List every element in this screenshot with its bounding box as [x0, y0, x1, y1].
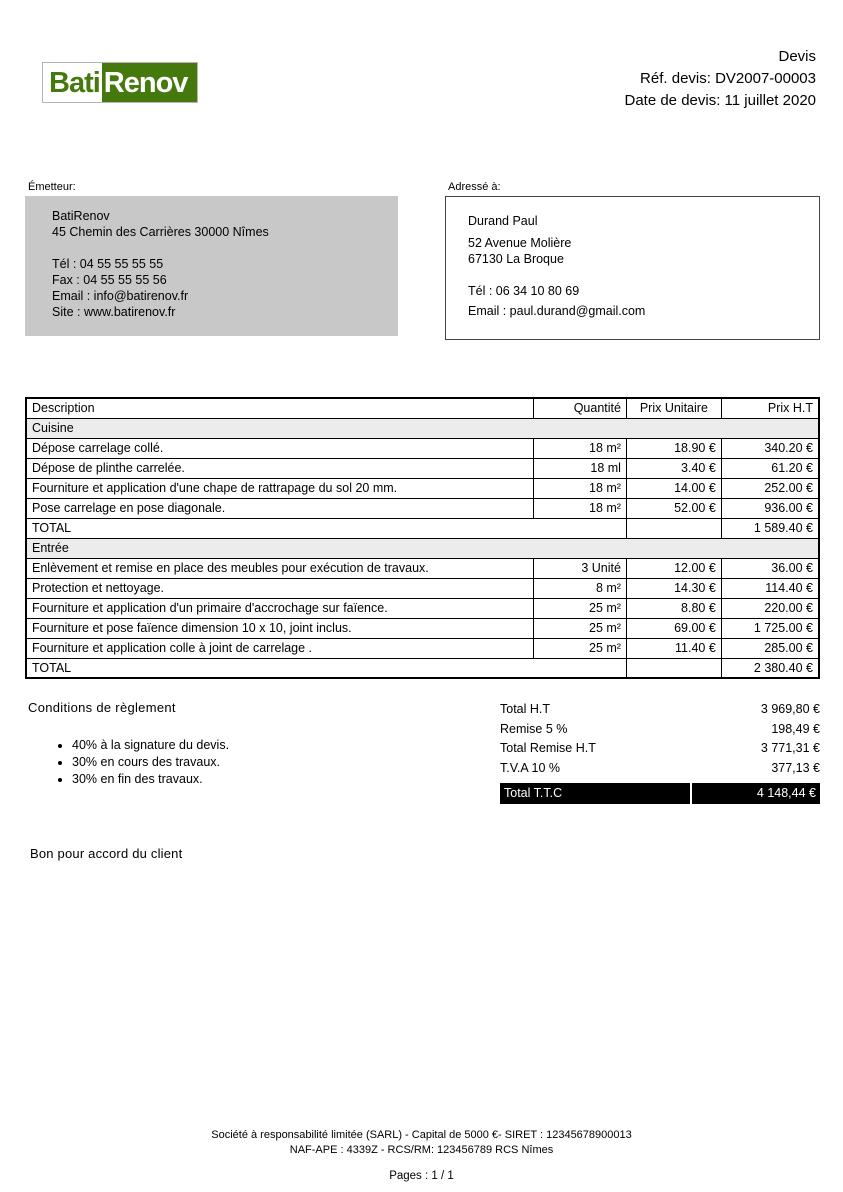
cell-price-ht: 61.20 €: [721, 458, 819, 478]
cell-description: Dépose carrelage collé.: [26, 438, 534, 458]
cell-unit-price: 69.00 €: [626, 618, 721, 638]
cell-price-ht: 340.20 €: [721, 438, 819, 458]
grand-total-row: [500, 783, 820, 804]
total-remise-ht-value: 3 771,31 €: [760, 741, 820, 755]
cell-quantity: 25 m²: [534, 598, 627, 618]
item-row: [26, 498, 819, 518]
payment-terms-list: [72, 737, 448, 788]
cell-quantity: 3 Unité: [534, 558, 627, 578]
spacer: [52, 240, 388, 256]
cell-unit-price: 18.90 €: [626, 438, 721, 458]
item-row: [26, 638, 819, 658]
section-name: Cuisine: [26, 418, 819, 438]
payment-term-item: • 30% en cours des travaux.: [72, 754, 448, 771]
company-logo: [42, 62, 198, 103]
quote-table: [25, 397, 820, 679]
sender-address: 45 Chemin des Carrières 30000 Nîmes: [52, 225, 269, 239]
cell-total-label: TOTAL: [26, 518, 626, 538]
recipient-tel: Tél : 06 34 10 80 69: [468, 284, 580, 298]
footer-line2: NAF-APE : 4339Z - RCS/RM: 123456789 RCS Nîmes: [289, 1144, 554, 1156]
section-total-row: [26, 658, 819, 678]
sender-name: BatiRenov: [52, 209, 110, 223]
cell-quantity: 18 m²: [534, 438, 627, 458]
cell-description: Dépose de plinthe carrelée.: [26, 458, 534, 478]
item-row: [26, 558, 819, 578]
cell-price-ht: 252.00 €: [721, 478, 819, 498]
totals-row: [500, 761, 820, 781]
section-row: [26, 418, 819, 438]
totals-block: [500, 702, 820, 804]
footer-pages: Pages : 1 / 1: [389, 1170, 454, 1182]
sender-email: Email : info@batirenov.fr: [52, 289, 189, 303]
cell-price-ht: 285.00 €: [721, 638, 819, 658]
cell-price-ht: 114.40 €: [721, 578, 819, 598]
total-ht-label: Total H.T: [500, 702, 551, 716]
cell-section-total: 2 380.40 €: [721, 658, 819, 678]
cell-quantity: 18 ml: [534, 458, 627, 478]
spacer: [468, 267, 809, 283]
footer-line1: Société à responsabilité limitée (SARL) - Capital de 5000 €- SIRET : 12345678900013: [211, 1129, 632, 1141]
cell-description: Fourniture et pose faïence dimension 10 x 10, joint inclus.: [26, 618, 534, 638]
recipient-email: Email : paul.durand@gmail.com: [468, 304, 646, 318]
cell-unit-price: 14.30 €: [626, 578, 721, 598]
cell-description: Enlèvement et remise en place des meubles pour exécution de travaux.: [26, 558, 534, 578]
cell-quantity: 8 m²: [534, 578, 627, 598]
recipient-label: Adressé à:: [448, 181, 501, 193]
cell-unit-price: 8.80 €: [626, 598, 721, 618]
remise-value: 198,49 €: [771, 721, 820, 736]
recipient-address-line1: 52 Avenue Molière: [468, 236, 572, 250]
cell-price-ht: 1 725.00 €: [721, 618, 819, 638]
recipient-name: Durand Paul: [468, 214, 538, 228]
sender-box: [25, 196, 398, 336]
header-price-ht: Prix H.T: [721, 398, 819, 418]
totals-row: [500, 741, 820, 761]
cell-price-ht: 220.00 €: [721, 598, 819, 618]
section-total-row: [26, 518, 819, 538]
sender-site: Site : www.batirenov.fr: [52, 305, 176, 319]
cell-description: Protection et nettoyage.: [26, 578, 534, 598]
cell-quantity: 18 m²: [534, 498, 627, 518]
tva-value: 377,13 €: [771, 760, 820, 775]
cell-description: Fourniture et application d'un primaire d'accrochage sur faïence.: [26, 598, 534, 618]
payment-term-item: • 40% à la signature du devis.: [72, 737, 448, 754]
item-row: [26, 478, 819, 498]
cell-empty: [626, 518, 721, 538]
section-name: Entrée: [26, 538, 819, 558]
recipient-address-line2: 67130 La Broque: [468, 252, 564, 266]
cell-quantity: 25 m²: [534, 618, 627, 638]
cell-unit-price: 11.40 €: [626, 638, 721, 658]
total-ht-value: 3 969,80 €: [760, 702, 820, 716]
total-remise-ht-label: Total Remise H.T: [500, 741, 596, 755]
section-row: [26, 538, 819, 558]
cell-description: Fourniture et application d'une chape de rattrapage du sol 20 mm.: [26, 478, 534, 498]
cell-section-total: 1 589.40 €: [721, 518, 819, 538]
table-header-row: [26, 398, 819, 418]
cell-price-ht: 36.00 €: [721, 558, 819, 578]
header-description: Description: [26, 398, 534, 418]
doc-date: Date de devis: 11 juillet 2020: [624, 92, 816, 109]
header-unit-price: Prix Unitaire: [626, 398, 721, 418]
sender-tel: Tél : 04 55 55 55 55: [52, 257, 164, 271]
remise-label: Remise 5 %: [500, 721, 568, 736]
payment-term-item: • 30% en fin des travaux.: [72, 771, 448, 788]
logo-text-bati: Bati: [43, 63, 102, 102]
tva-label: T.V.A 10 %: [500, 760, 560, 775]
cell-unit-price: 3.40 €: [626, 458, 721, 478]
cell-quantity: 25 m²: [534, 638, 627, 658]
totals-row: [500, 722, 820, 742]
cell-quantity: 18 m²: [534, 478, 627, 498]
payment-terms-title: Conditions de règlement: [28, 700, 176, 715]
totals-row: [500, 702, 820, 722]
item-row: [26, 458, 819, 478]
doc-type: Devis: [778, 48, 816, 65]
header-quantity: Quantité: [534, 398, 627, 418]
cell-total-label: TOTAL: [26, 658, 626, 678]
cell-price-ht: 936.00 €: [721, 498, 819, 518]
sender-label: Émetteur:: [28, 181, 76, 193]
item-row: [26, 578, 819, 598]
document-header: [624, 46, 816, 112]
item-row: [26, 598, 819, 618]
item-row: [26, 438, 819, 458]
recipient-box: [445, 196, 820, 340]
client-approval-text: Bon pour accord du client: [30, 846, 183, 861]
footer-legal: [0, 1128, 843, 1158]
grand-total-value: 4 148,44 €: [692, 783, 820, 804]
doc-ref: Réf. devis: DV2007-00003: [640, 70, 816, 87]
payment-terms: [28, 700, 448, 788]
sender-fax: Fax : 04 55 55 55 56: [52, 273, 167, 287]
item-row: [26, 618, 819, 638]
cell-description: Fourniture et application colle à joint de carrelage .: [26, 638, 534, 658]
grand-total-label: Total T.T.C: [500, 783, 690, 804]
cell-unit-price: 12.00 €: [626, 558, 721, 578]
cell-unit-price: 14.00 €: [626, 478, 721, 498]
cell-unit-price: 52.00 €: [626, 498, 721, 518]
cell-description: Pose carrelage en pose diagonale.: [26, 498, 534, 518]
cell-empty: [626, 658, 721, 678]
logo-text-renov: Renov: [102, 63, 198, 102]
